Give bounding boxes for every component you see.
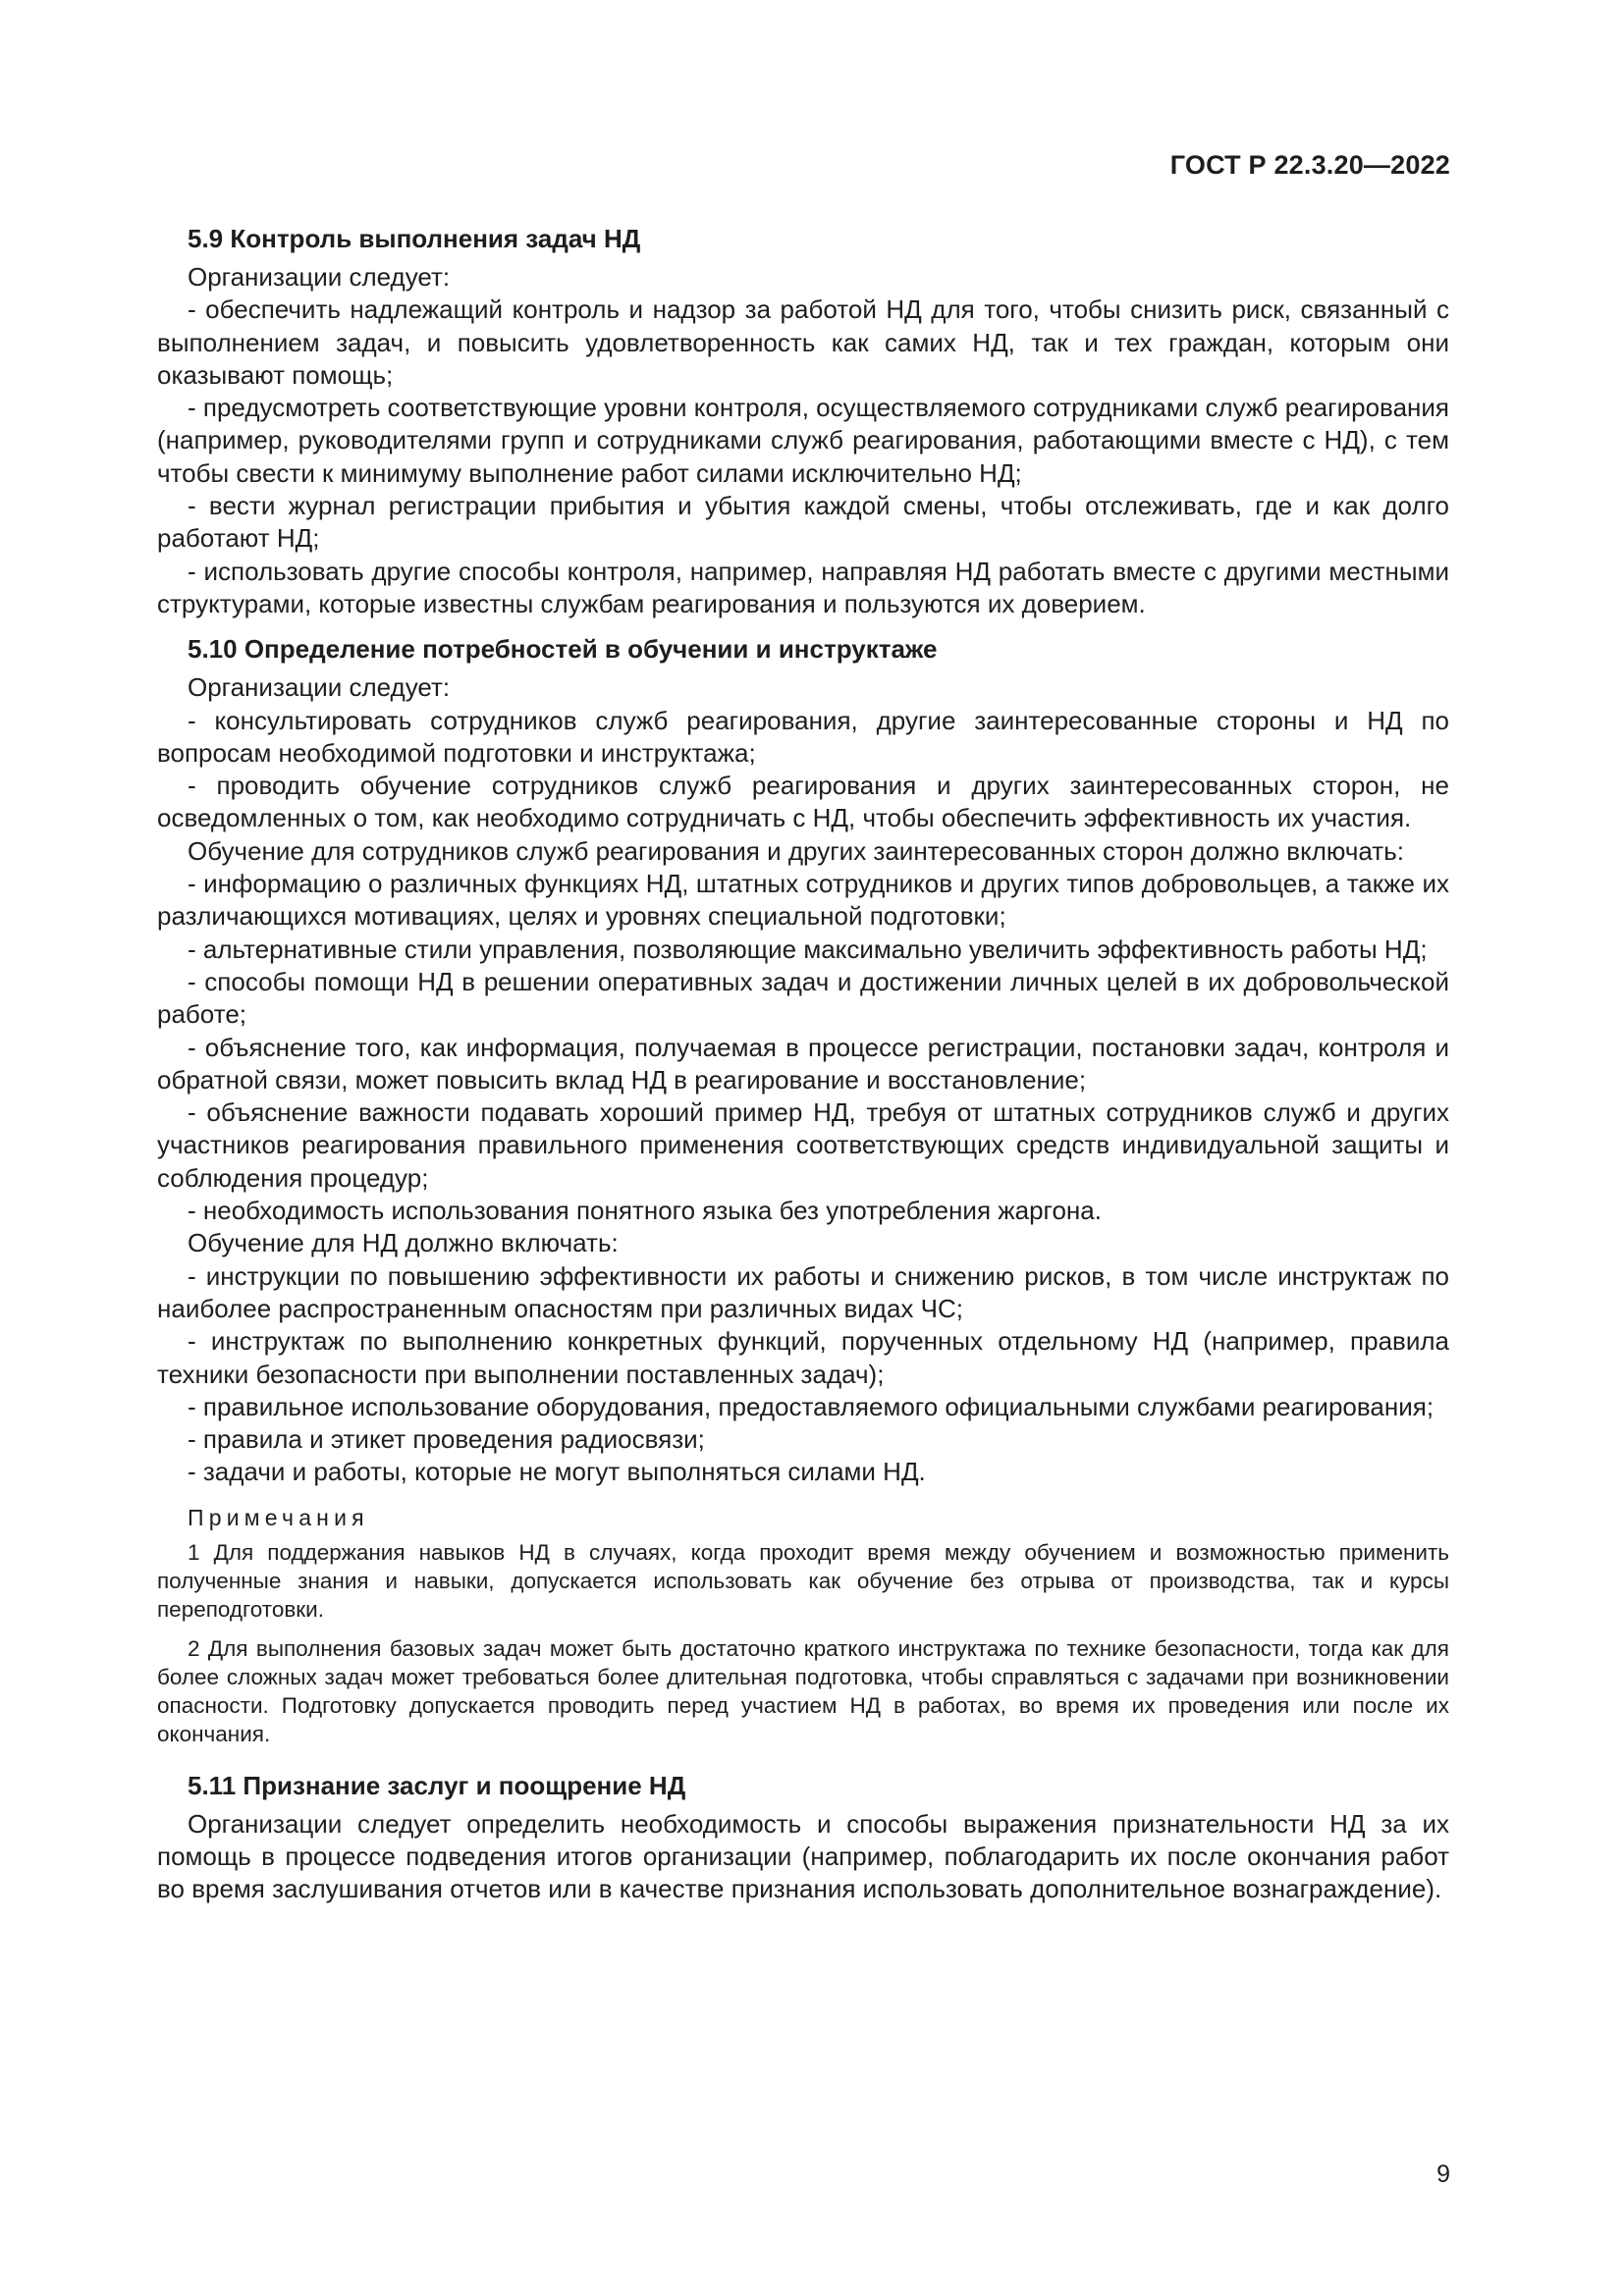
- list-item: - задачи и работы, которые не могут выполняться силами НД.: [188, 1457, 926, 1487]
- training-nd-intro: Обучение для НД должно включать:: [188, 1228, 619, 1258]
- list-item: - обеспечить надлежащий контроль и надзор за работой НД для того, чтобы снизить риск, связанный с выполнением задач, и повысить удовлетворенность как самих НД, так и тех граждан, которым они оказывают помощь;: [157, 294, 1449, 390]
- list-item: - альтернативные стили управления, позволяющие максимально увеличить эффективность работы НД;: [188, 934, 1428, 964]
- list-item: - правильное использование оборудования, предоставляемого официальными службами реагирования;: [188, 1391, 1435, 1421]
- list-item: - предусмотреть соответствующие уровни контроля, осуществляемого сотрудниками служб реагирования (например, руководителями групп и сотрудниками служб реагирования, работающими вместе с НД), с тем чтобы свести к минимуму выполнение работ силами исключительно НД;: [157, 393, 1449, 488]
- note-2: 2 Для выполнения базовых задач может быть достаточно краткого инструктажа по технике безопасности, тогда как для более сложных задач может требоваться более длительная подготовка, чтобы справляться с задачами при возникновении опасности. Подготовку допускается проводить перед участием НД в работах, во время их проведения или после их окончания.: [157, 1635, 1449, 1747]
- list-item: - инструктаж по выполнению конкретных функций, порученных отдельному НД (например, правила техники безопасности при выполнении поставленных задач);: [157, 1326, 1449, 1389]
- list-item: - объяснение важности подавать хороший пример НД, требуя от штатных сотрудников служб и других участников реагирования правильного применения соответствующих средств индивидуальной защиты и соблюдения процедур;: [157, 1097, 1449, 1193]
- list-item: - информацию о различных функциях НД, штатных сотрудников и других типов добровольцев, а также их различающихся мотивациях, целях и уровнях специальной подготовки;: [157, 869, 1449, 932]
- list-item: - проводить обучение сотрудников служб реагирования и других заинтересованных сторон, не осведомленных о том, как необходимо сотрудничать с НД, чтобы обеспечить эффективность их участия.: [157, 771, 1449, 833]
- list-item: - правила и этикет проведения радиосвязи;: [188, 1424, 705, 1455]
- section-5-9-heading: 5.9 Контроль выполнения задач НД: [188, 224, 641, 253]
- list-item: - использовать другие способы контроля, например, направляя НД работать вместе с другими местными структурами, которые известны службам реагирования и пользуются их доверием.: [157, 556, 1449, 618]
- list-item: - консультировать сотрудников служб реагирования, другие заинтересованные стороны и НД по вопросам необходимой подготовки и инструктажа;: [157, 705, 1449, 768]
- section-5-9-intro: Организации следует:: [188, 262, 451, 292]
- standard-code: ГОСТ Р 22.3.20—2022: [1169, 150, 1450, 180]
- note-1: 1 Для поддержания навыков НД в случаях, когда проходит время между обучением и возможностью применить полученные знания и навыки, допускается использовать как обучение без отрыва от производства, так и курсы переподготовки.: [157, 1539, 1449, 1623]
- training-staff-intro: Обучение для сотрудников служб реагирования и других заинтересованных сторон должно включать:: [188, 835, 1404, 866]
- section-5-11-text: Организации следует определить необходимость и способы выражения признательности НД за их помощь в процессе подведения итогов организации (например, поблагодарить их после окончания работ во время заслушивания отчетов или в качестве признания использовать дополнительное вознаграждение).: [157, 1808, 1449, 1904]
- section-5-10-intro: Организации следует:: [188, 672, 451, 703]
- page-number: 9: [1436, 2161, 1450, 2188]
- page-content: [157, 222, 1449, 1906]
- list-item: - объяснение того, как информация, получаемая в процессе регистрации, постановки задач, контроля и обратной связи, может повысить вклад НД в реагирование и восстановление;: [157, 1032, 1449, 1095]
- section-5-10-heading: 5.10 Определение потребностей в обучении и инструктаже: [188, 634, 938, 665]
- list-item: - инструкции по повышению эффективности их работы и снижению рисков, в том числе инструктаж по наиболее распространенным опасностям при различных видах ЧС;: [157, 1260, 1449, 1323]
- section-5-11-heading: 5.11 Признание заслуг и поощрение НД: [188, 1770, 686, 1800]
- list-item: - вести журнал регистрации прибытия и убытия каждой смены, чтобы отслеживать, где и как долго работают НД;: [157, 491, 1449, 554]
- list-item: - способы помощи НД в решении оперативных задач и достижении личных целей в их добровольческой работе;: [157, 966, 1449, 1030]
- list-item: - необходимость использования понятного языка без употребления жаргона.: [188, 1196, 1102, 1226]
- notes-title: Примечания: [188, 1504, 369, 1530]
